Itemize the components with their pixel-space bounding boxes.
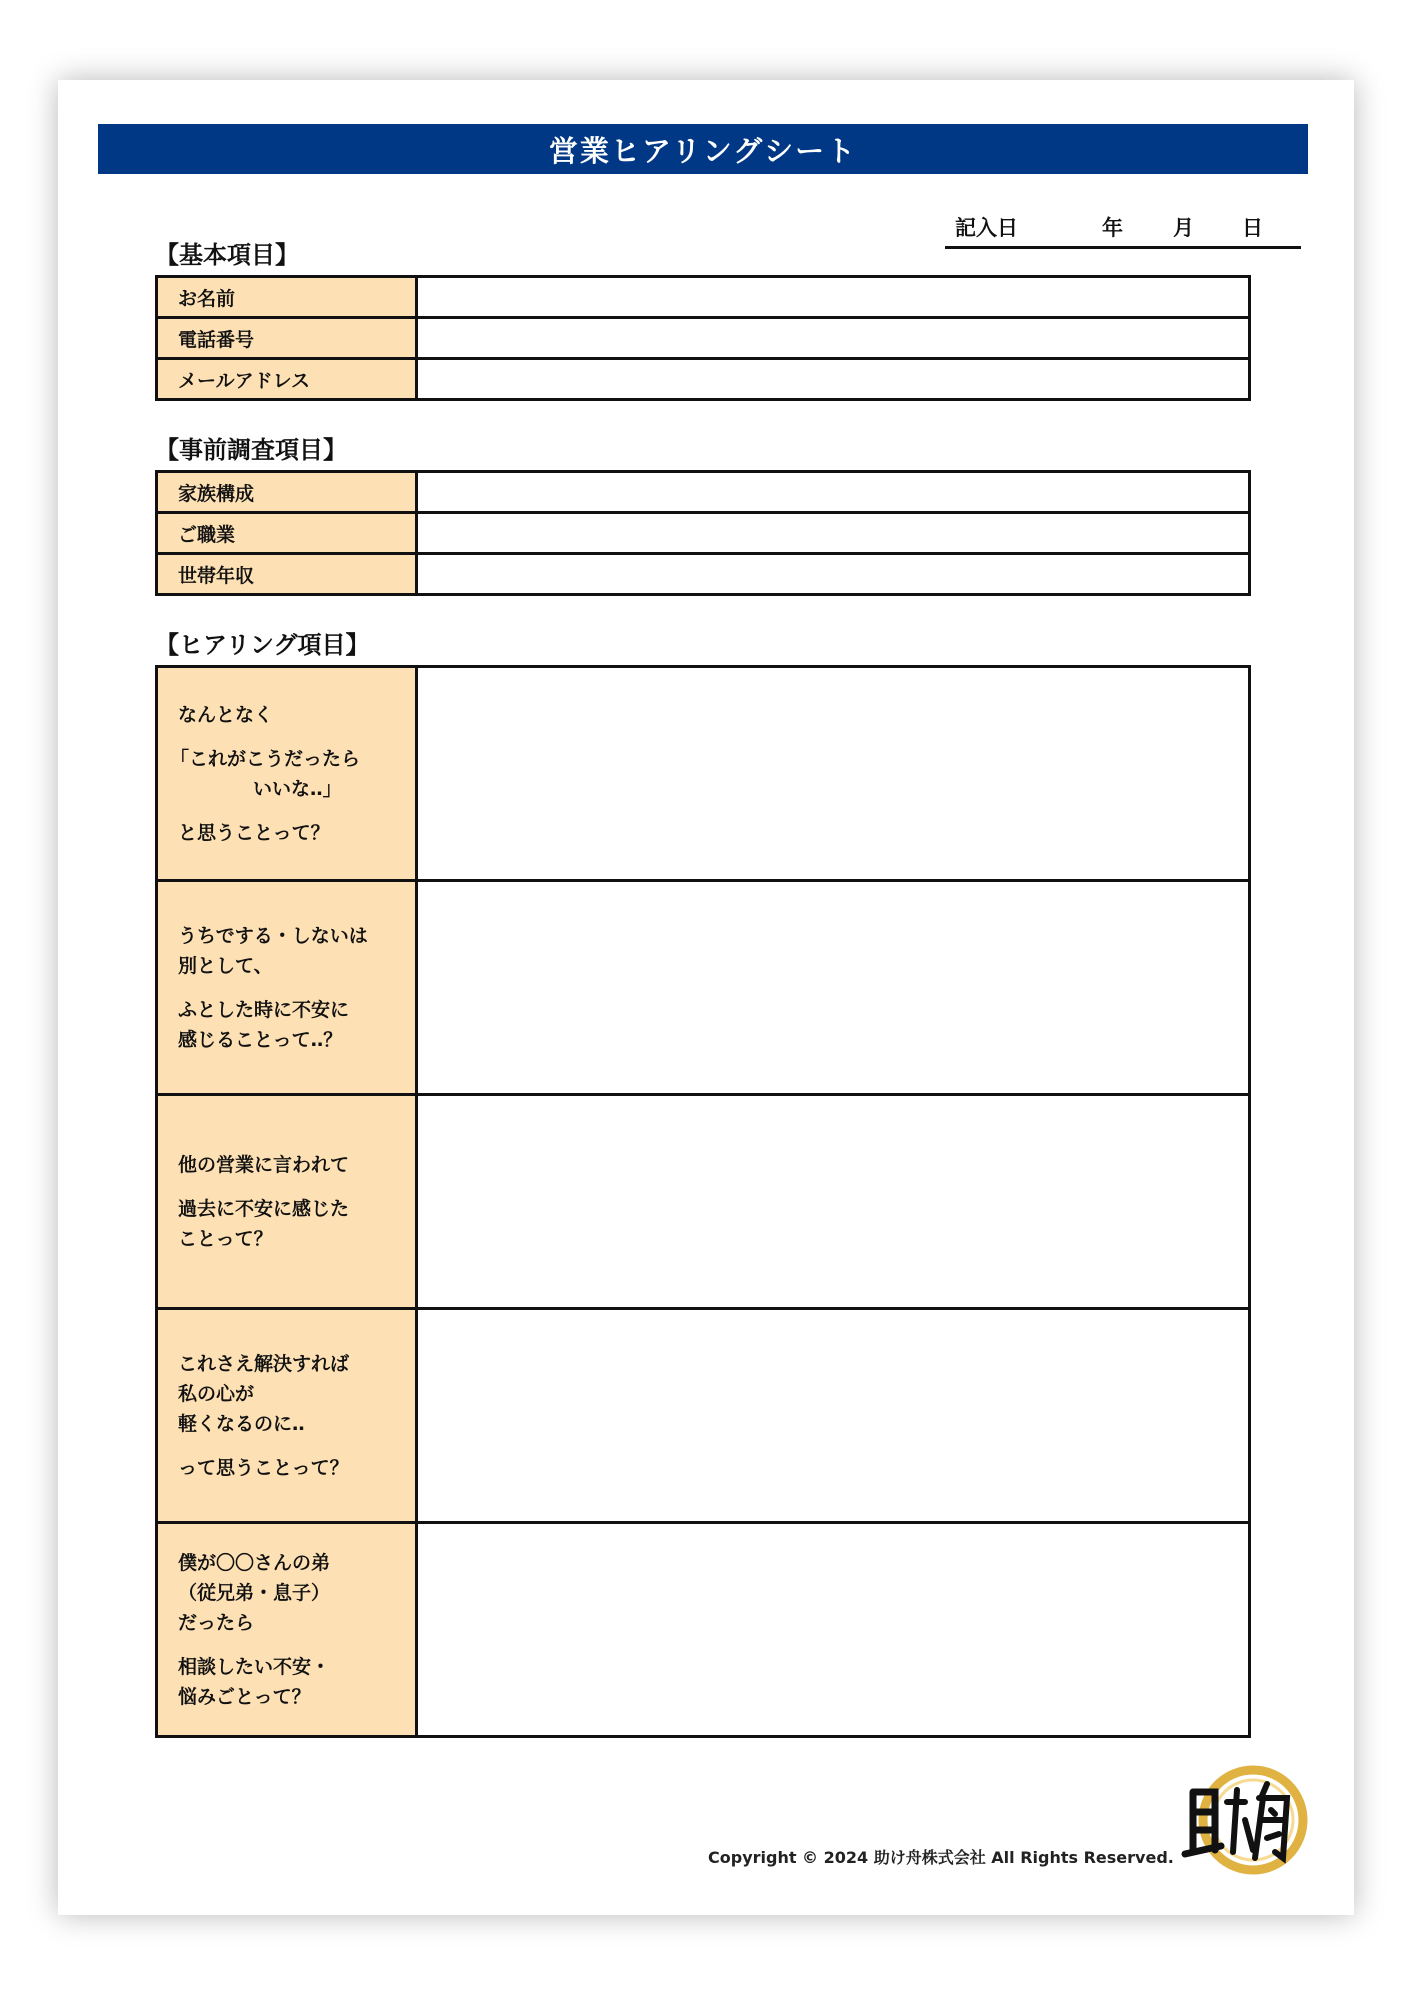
- family-field[interactable]: [418, 473, 1248, 511]
- basic-table: [155, 275, 1251, 401]
- q3-line1: 他の営業に言われて: [178, 1153, 350, 1176]
- survey-label-income: 世帯年収: [158, 555, 415, 593]
- sheet-title: 営業ヒアリングシート: [98, 124, 1308, 174]
- q2-line1: うちでする・しないは: [178, 924, 368, 947]
- entry-date-year: 年: [1102, 216, 1123, 240]
- basic-label-name: お名前: [158, 278, 415, 316]
- survey-label-occupation: ご職業: [158, 514, 415, 552]
- answer-field-5[interactable]: [418, 1524, 1248, 1735]
- q4-line2: 私の心が: [178, 1382, 255, 1405]
- income-field[interactable]: [418, 555, 1248, 593]
- q1-line1: なんとなく: [178, 703, 274, 726]
- hearing-question-3: [158, 1096, 415, 1307]
- hearing-question-2: [158, 882, 415, 1093]
- name-field[interactable]: [418, 278, 1248, 316]
- email-field[interactable]: [418, 360, 1248, 398]
- q2-line2: 別として、: [178, 954, 273, 977]
- copyright-text: Copyright © 2024 助け舟株式会社 All Rights Reserved.: [708, 1848, 1174, 1867]
- q1-line2: 「これがこうだったら: [170, 747, 361, 770]
- hearing-section-title: 【ヒアリング項目】: [155, 631, 370, 659]
- hearing-question-5: [158, 1524, 415, 1735]
- hearing-question-4: [158, 1310, 415, 1521]
- hearing-question-1: [158, 668, 415, 879]
- q4-line4: って思うことって？: [178, 1456, 349, 1479]
- entry-date-month: 月: [1173, 216, 1194, 240]
- basic-label-phone: 電話番号: [158, 319, 415, 357]
- answer-field-4[interactable]: [418, 1310, 1248, 1521]
- q2-line3: ふとした時に不安に: [178, 998, 350, 1021]
- basic-section-title: 【基本項目】: [155, 241, 299, 269]
- q3-line2: 過去に不安に感じた: [178, 1197, 350, 1220]
- q5-line4: 相談したい不安・: [178, 1655, 331, 1678]
- answer-field-2[interactable]: [418, 882, 1248, 1093]
- q5-line1: 僕が〇〇さんの弟: [178, 1551, 331, 1574]
- entry-date-label: 記入日: [955, 216, 1018, 240]
- q2-line4: 感じることって‥？: [178, 1028, 343, 1051]
- sheet-paper: [58, 80, 1354, 1915]
- occupation-field[interactable]: [418, 514, 1248, 552]
- answer-field-1[interactable]: [418, 668, 1248, 879]
- phone-field[interactable]: [418, 319, 1248, 357]
- company-logo-icon: [1175, 1762, 1315, 1882]
- entry-date-line: [945, 210, 1301, 249]
- q4-line3: 軽くなるのに‥: [178, 1412, 305, 1435]
- entry-date-day: 日: [1242, 216, 1263, 240]
- q1-line4: と思うことって？: [178, 821, 330, 844]
- survey-table: [155, 470, 1251, 596]
- q3-line3: ことって？: [178, 1227, 273, 1250]
- q5-line3: だったら: [178, 1611, 255, 1634]
- q5-line2: （従兄弟・息子）: [178, 1581, 331, 1604]
- survey-section-title: 【事前調査項目】: [155, 436, 347, 464]
- hearing-table: [155, 665, 1251, 1738]
- basic-label-email: メールアドレス: [158, 360, 415, 398]
- q4-line1: これさえ解決すれば: [178, 1352, 350, 1375]
- q1-line3: いいな‥」: [253, 777, 342, 800]
- q5-line5: 悩みごとって？: [178, 1685, 311, 1708]
- answer-field-3[interactable]: [418, 1096, 1248, 1307]
- survey-label-family: 家族構成: [158, 473, 415, 511]
